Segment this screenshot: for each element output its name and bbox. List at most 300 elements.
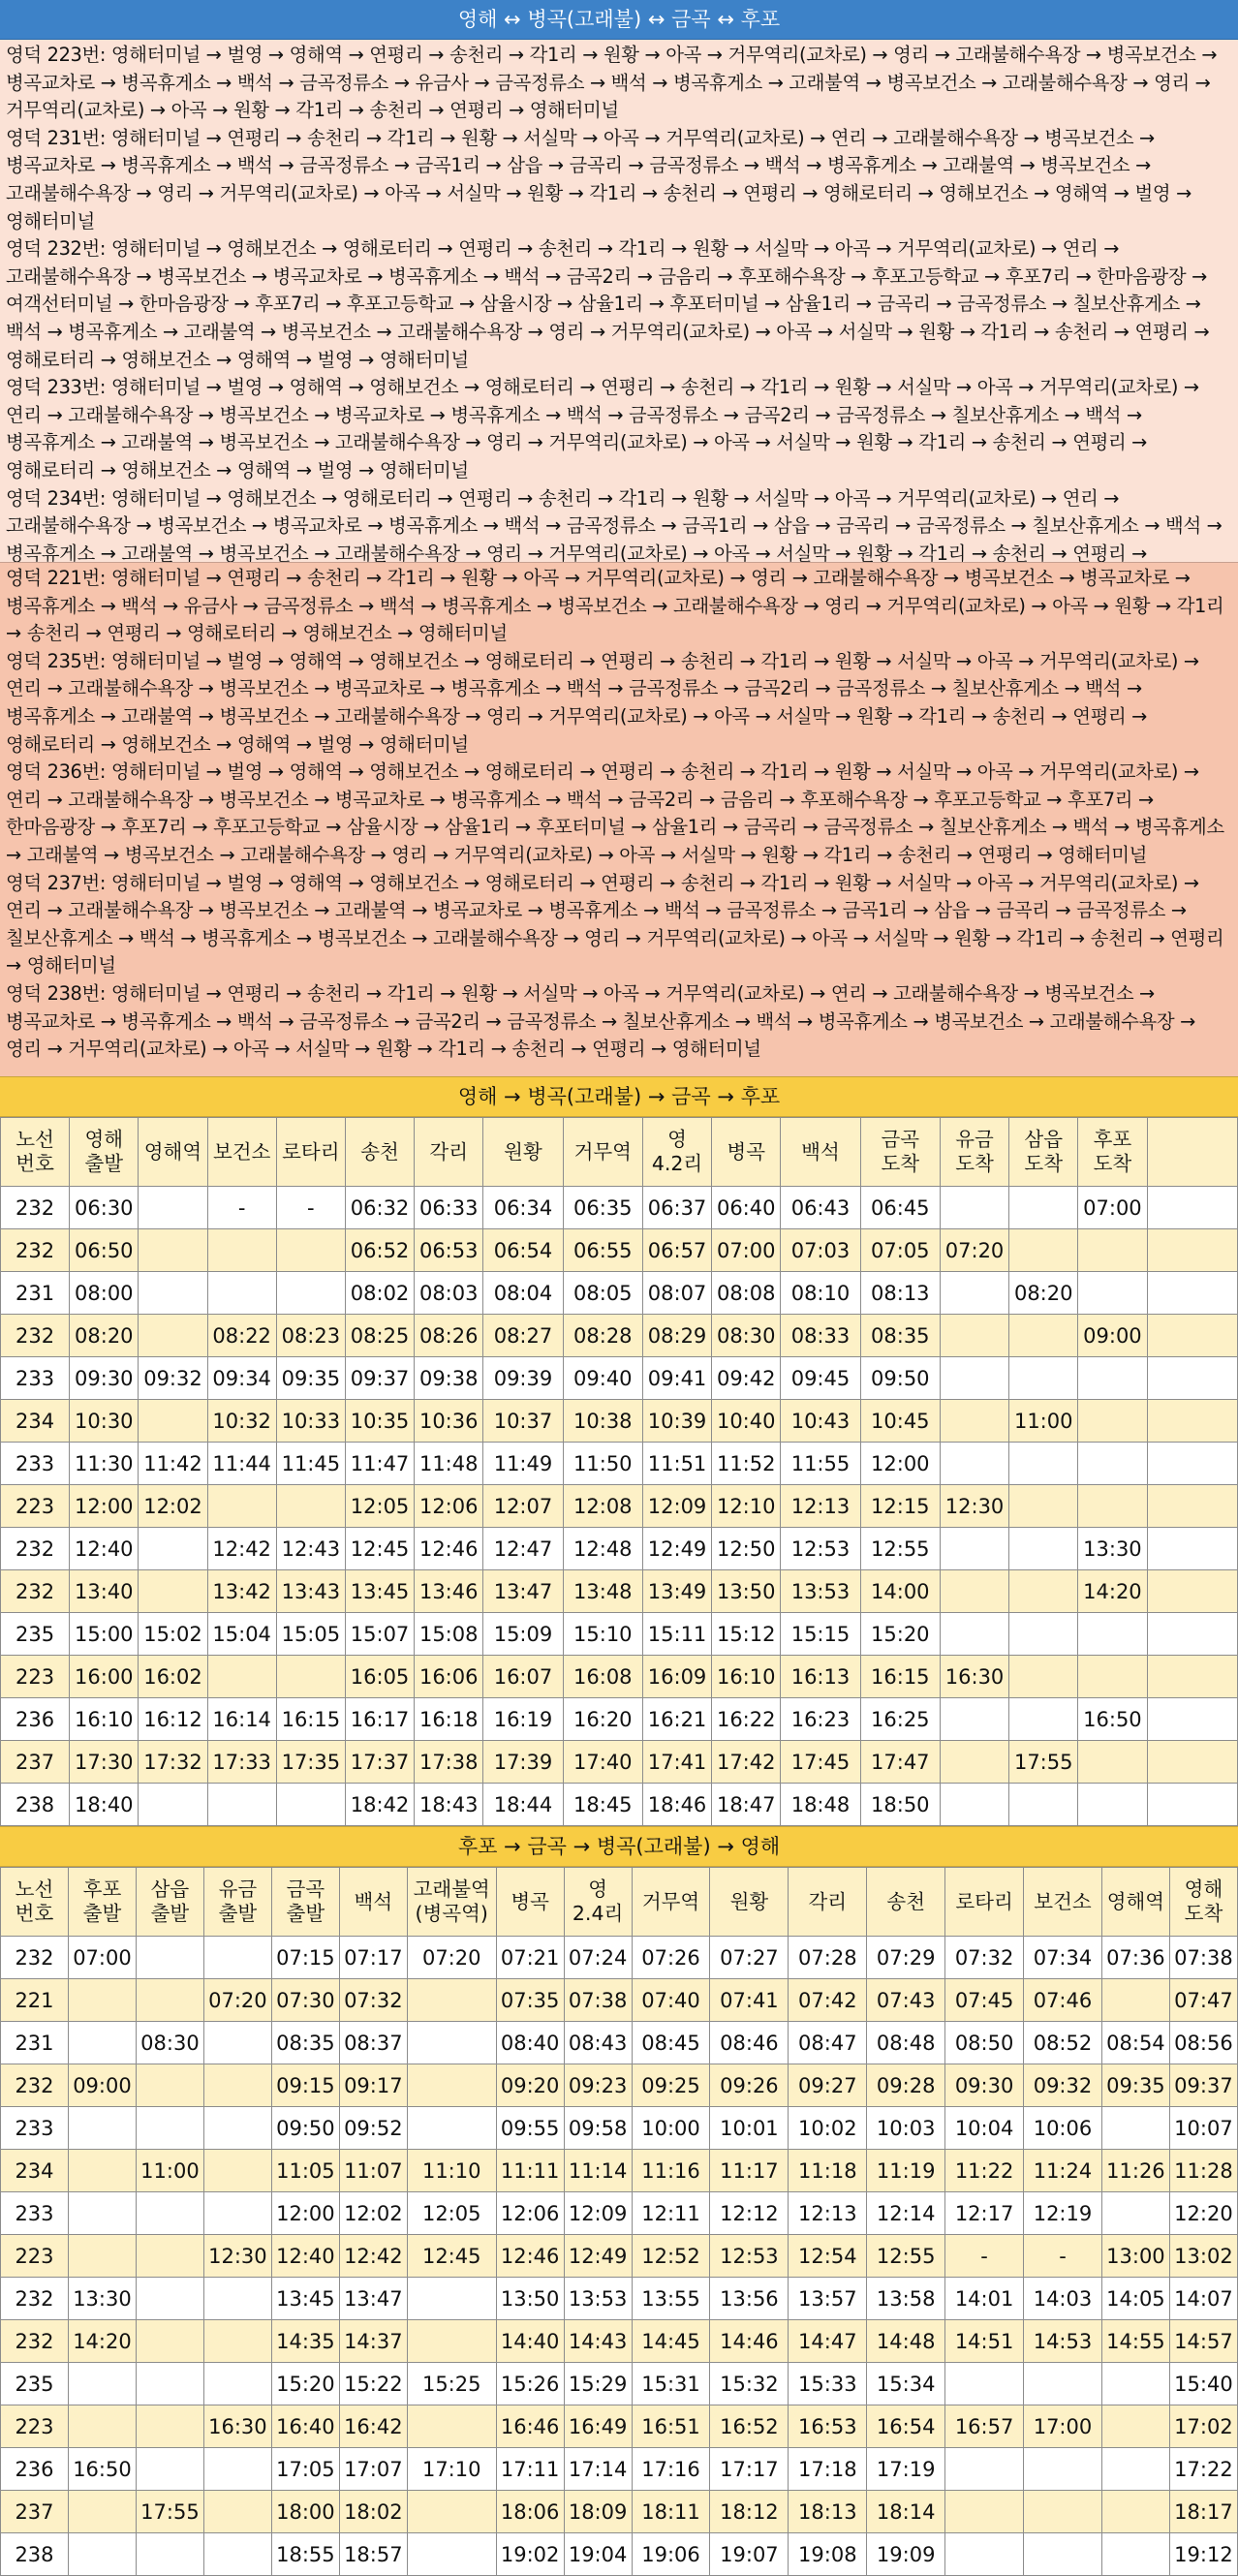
time-cell: 19:12 <box>1169 2533 1237 2576</box>
time-cell: 06:35 <box>563 1187 642 1229</box>
time-cell: 09:58 <box>564 2107 632 2150</box>
time-cell <box>139 1528 207 1570</box>
empty-cell <box>1147 1357 1238 1400</box>
route-number-cell: 223 <box>1 1656 70 1698</box>
time-cell <box>207 1272 276 1315</box>
route-number-cell: 233 <box>1 1443 70 1485</box>
time-cell: 11:45 <box>276 1443 345 1485</box>
time-cell: 18:00 <box>271 2491 339 2533</box>
column-header: 원황 <box>710 1868 789 1937</box>
time-cell <box>203 2448 271 2491</box>
route-description: 영덕 237번: 영해터미널 → 벌영 → 영해역 → 영해보건소 → 영해로터리 → 연평리 → 송천리 → 각1리 → 원황 → 서실막 → 아곡 → 거무역리(교차로) → 연리 → 고래불해수욕장 → 병곡보건소 → 고래불역 → 병곡교차로 → 병곡휴게소 → 백석 → 금곡정류소 → 금곡1리 → 삼읍 → 금곡리 → 금곡정류소 → 칠보산휴게소 → 백석 → 병곡휴게소 → 병곡보건소 → 고래불해수욕장 → 영리 → 거무역리(교차로) → 아곡 → 서실막 → 원황 → 각1리 → 송천리 → 연평리 → 영해터미널 <box>6 871 1224 978</box>
time-cell: 11:16 <box>632 2150 710 2192</box>
time-cell <box>276 1272 345 1315</box>
route-number-cell: 232 <box>1 1528 70 1570</box>
time-cell: 14:01 <box>945 2278 1024 2320</box>
time-cell: 12:09 <box>564 2192 632 2235</box>
time-cell: 08:27 <box>483 1315 563 1357</box>
time-cell: 08:23 <box>276 1315 345 1357</box>
time-cell: 16:08 <box>563 1656 642 1698</box>
route-number-cell: 223 <box>1 2405 69 2448</box>
route-description: 영덕 235번: 영해터미널 → 벌영 → 영해역 → 영해보건소 → 영해로터리 → 연평리 → 송천리 → 각1리 → 원황 → 서실막 → 아곡 → 거무역리(교차로) → 연리 → 고래불해수욕장 → 병곡보건소 → 병곡교차로 → 병곡휴게소 → 백석 → 금곡정류소 → 금곡2리 → 금곡정류소 → 칠보산휴게소 → 백석 → 병곡휴게소 → 고래불역 → 병곡보건소 → 고래불해수욕장 → 영리 → 거무역리(교차로) → 아곡 → 서실막 → 원황 → 각1리 → 송천리 → 연평리 → 영해로터리 → 영해보건소 → 영해역 → 벌영 → 영해터미널 <box>6 649 1199 756</box>
time-cell: 17:45 <box>781 1741 860 1784</box>
time-cell: 09:35 <box>276 1357 345 1400</box>
time-cell: 13:45 <box>271 2278 339 2320</box>
time-cell: 17:00 <box>1024 2405 1102 2448</box>
time-cell: 12:45 <box>407 2235 496 2278</box>
time-cell <box>1009 1528 1078 1570</box>
time-cell: 11:07 <box>339 2150 407 2192</box>
time-cell: 15:40 <box>1169 2363 1237 2405</box>
route-number-cell: 233 <box>1 2192 69 2235</box>
time-cell: 13:42 <box>207 1570 276 1613</box>
route-number-cell: 221 <box>1 1979 69 2022</box>
time-cell <box>407 2405 496 2448</box>
time-cell <box>68 2491 136 2533</box>
table-row <box>1 1315 1238 1357</box>
route-number-cell: 233 <box>1 2107 69 2150</box>
time-cell: 12:05 <box>345 1485 414 1528</box>
time-cell: 13:50 <box>712 1570 781 1613</box>
route-description: 영덕 236번: 영해터미널 → 벌영 → 영해역 → 영해보건소 → 영해로터리 → 연평리 → 송천리 → 각1리 → 원황 → 서실막 → 아곡 → 거무역리(교차로) → 연리 → 고래불해수욕장 → 병곡보건소 → 병곡교차로 → 병곡휴게소 → 백석 → 금곡2리 → 금음리 → 후포해수욕장 → 후포고등학교 → 후포7리 → 한마음광장 → 후포7리 → 후포고등학교 → 삼율시장 → 삼율1리 → 후포터미널 → 삼율1리 → 금곡리 → 금곡정류소 → 칠보산휴게소 → 백석 → 병곡휴게소 → 고래불역 → 병곡보건소 → 고래불해수욕장 → 영리 → 거무역리(교차로) → 아곡 → 서실막 → 원황 → 각1리 → 송천리 → 연평리 → 영해터미널 <box>6 760 1224 866</box>
time-cell: 07:15 <box>271 1937 339 1979</box>
time-cell: 13:50 <box>496 2278 564 2320</box>
time-cell: 07:27 <box>710 1937 789 1979</box>
time-cell <box>203 2192 271 2235</box>
table-row <box>1 1400 1238 1443</box>
time-cell: 10:32 <box>207 1400 276 1443</box>
time-cell: 18:11 <box>632 2491 710 2533</box>
column-header: 거무역 <box>632 1868 710 1937</box>
time-cell: 11:55 <box>781 1443 860 1485</box>
time-cell: 17:42 <box>712 1741 781 1784</box>
time-cell: 11:10 <box>407 2150 496 2192</box>
table-row <box>1 2405 1238 2448</box>
time-cell: 12:55 <box>860 1528 940 1570</box>
route-number-cell: 234 <box>1 2150 69 2192</box>
time-cell <box>1024 2363 1102 2405</box>
time-cell <box>1101 2192 1169 2235</box>
time-cell <box>203 2533 271 2576</box>
time-cell: 13:49 <box>642 1570 711 1613</box>
time-cell: 18:46 <box>642 1784 711 1826</box>
time-cell: 09:20 <box>496 2064 564 2107</box>
time-cell <box>1009 1485 1078 1528</box>
time-cell <box>136 2320 203 2363</box>
time-cell: 07:30 <box>271 1979 339 2022</box>
table-row <box>1 1613 1238 1656</box>
column-header: 후포 도착 <box>1078 1118 1147 1187</box>
time-cell: 10:35 <box>345 1400 414 1443</box>
time-cell: 11:19 <box>867 2150 945 2192</box>
time-cell: 07:43 <box>867 1979 945 2022</box>
time-cell: 08:10 <box>781 1272 860 1315</box>
time-cell: 16:50 <box>68 2448 136 2491</box>
time-cell: 14:20 <box>68 2320 136 2363</box>
time-cell: 06:40 <box>712 1187 781 1229</box>
route-number-cell: 234 <box>1 1400 70 1443</box>
time-cell: 08:33 <box>781 1315 860 1357</box>
time-cell: 10:07 <box>1169 2107 1237 2150</box>
time-cell: 09:50 <box>860 1357 940 1400</box>
time-cell <box>139 1187 207 1229</box>
time-cell <box>139 1784 207 1826</box>
time-cell: 17:35 <box>276 1741 345 1784</box>
time-cell: 14:45 <box>632 2320 710 2363</box>
time-cell: 13:56 <box>710 2278 789 2320</box>
time-cell <box>1009 1229 1078 1272</box>
time-cell: 18:57 <box>339 2533 407 2576</box>
time-cell: 17:16 <box>632 2448 710 2491</box>
time-cell <box>68 1979 136 2022</box>
column-header: 유금 도착 <box>940 1118 1008 1187</box>
table-row <box>1 1187 1238 1229</box>
time-cell: 17:11 <box>496 2448 564 2491</box>
table-row <box>1 1357 1238 1400</box>
time-cell <box>1009 1443 1078 1485</box>
time-cell <box>940 1570 1008 1613</box>
time-cell: 07:45 <box>945 1979 1024 2022</box>
time-cell: 17:47 <box>860 1741 940 1784</box>
time-cell: 12:19 <box>1024 2192 1102 2235</box>
empty-cell <box>1147 1656 1238 1698</box>
empty-cell <box>1147 1698 1238 1741</box>
time-cell: 12:08 <box>563 1485 642 1528</box>
column-header: 로타리 <box>276 1118 345 1187</box>
column-header: 삼읍 출발 <box>136 1868 203 1937</box>
time-cell: 13:55 <box>632 2278 710 2320</box>
time-cell: 13:43 <box>276 1570 345 1613</box>
time-cell: 08:30 <box>136 2022 203 2064</box>
column-header: 삼읍 도착 <box>1009 1118 1078 1187</box>
time-cell: 15:05 <box>276 1613 345 1656</box>
time-cell <box>68 2022 136 2064</box>
time-cell <box>1101 2448 1169 2491</box>
table-row <box>1 2235 1238 2278</box>
time-cell <box>940 1187 1008 1229</box>
time-cell: 12:42 <box>207 1528 276 1570</box>
time-cell: 16:09 <box>642 1656 711 1698</box>
time-cell: 08:35 <box>271 2022 339 2064</box>
time-cell: 13:46 <box>415 1570 483 1613</box>
time-cell: 13:53 <box>781 1570 860 1613</box>
time-cell: 06:33 <box>415 1187 483 1229</box>
time-cell: 06:50 <box>70 1229 139 1272</box>
column-header: 로타리 <box>945 1868 1024 1937</box>
time-cell: 18:48 <box>781 1784 860 1826</box>
time-cell: 06:57 <box>642 1229 711 1272</box>
time-cell: 12:30 <box>203 2235 271 2278</box>
time-cell <box>203 1937 271 1979</box>
time-cell <box>1009 1357 1078 1400</box>
time-cell: 08:22 <box>207 1315 276 1357</box>
time-cell <box>276 1656 345 1698</box>
time-cell: 13:57 <box>789 2278 867 2320</box>
time-cell: 08:43 <box>564 2022 632 2064</box>
time-cell: 10:43 <box>781 1400 860 1443</box>
time-cell <box>407 2022 496 2064</box>
time-cell <box>1101 2363 1169 2405</box>
column-header: 보건소 <box>1024 1868 1102 1937</box>
time-cell: 12:10 <box>712 1485 781 1528</box>
column-header: 병곡 <box>496 1868 564 1937</box>
route-number-cell: 232 <box>1 1937 69 1979</box>
time-cell: 07:20 <box>407 1937 496 1979</box>
time-cell: 14:51 <box>945 2320 1024 2363</box>
time-cell: 12:52 <box>632 2235 710 2278</box>
table-row <box>1 2363 1238 2405</box>
time-cell: 08:04 <box>483 1272 563 1315</box>
time-cell <box>136 2235 203 2278</box>
time-cell: 17:10 <box>407 2448 496 2491</box>
time-cell: 16:17 <box>345 1698 414 1741</box>
time-cell <box>203 2363 271 2405</box>
time-cell <box>207 1656 276 1698</box>
time-cell: 11:14 <box>564 2150 632 2192</box>
time-cell: 07:46 <box>1024 1979 1102 2022</box>
empty-cell <box>1147 1741 1238 1784</box>
time-cell: 14:05 <box>1101 2278 1169 2320</box>
time-cell: 17:18 <box>789 2448 867 2491</box>
route-number-cell: 232 <box>1 1570 70 1613</box>
time-cell <box>945 2491 1024 2533</box>
time-cell <box>68 2405 136 2448</box>
time-cell <box>207 1784 276 1826</box>
time-cell <box>1078 1613 1147 1656</box>
time-cell: 08:47 <box>789 2022 867 2064</box>
time-cell <box>203 2022 271 2064</box>
time-cell: 10:38 <box>563 1400 642 1443</box>
time-cell: 11:28 <box>1169 2150 1237 2192</box>
route-number-cell: 231 <box>1 2022 69 2064</box>
time-cell: 16:49 <box>564 2405 632 2448</box>
time-cell: 06:53 <box>415 1229 483 1272</box>
time-cell: 12:46 <box>496 2235 564 2278</box>
time-cell: 17:30 <box>70 1741 139 1784</box>
time-cell: 16:14 <box>207 1698 276 1741</box>
time-cell: 14:47 <box>789 2320 867 2363</box>
time-cell: 06:52 <box>345 1229 414 1272</box>
time-cell: 12:02 <box>139 1485 207 1528</box>
time-cell: 14:43 <box>564 2320 632 2363</box>
time-cell: 09:38 <box>415 1357 483 1400</box>
time-cell: 11:17 <box>710 2150 789 2192</box>
time-cell <box>1009 1613 1078 1656</box>
column-header: 영해 도착 <box>1169 1868 1237 1937</box>
time-cell: 12:17 <box>945 2192 1024 2235</box>
time-cell: 16:46 <box>496 2405 564 2448</box>
time-cell: - <box>207 1187 276 1229</box>
time-cell <box>203 2278 271 2320</box>
table-row <box>1 1570 1238 1613</box>
column-header: 영해역 <box>139 1118 207 1187</box>
time-cell: 14:35 <box>271 2320 339 2363</box>
time-cell: 12:00 <box>860 1443 940 1485</box>
time-cell: 11:48 <box>415 1443 483 1485</box>
time-cell: 12:53 <box>710 2235 789 2278</box>
time-cell <box>276 1784 345 1826</box>
time-cell: 07:26 <box>632 1937 710 1979</box>
time-cell: 11:00 <box>136 2150 203 2192</box>
time-cell: 14:00 <box>860 1570 940 1613</box>
route-description-list-b <box>0 563 1238 1076</box>
time-cell: 06:30 <box>70 1187 139 1229</box>
time-cell: 14:57 <box>1169 2320 1237 2363</box>
time-cell: 09:37 <box>1169 2064 1237 2107</box>
time-cell <box>1101 2405 1169 2448</box>
time-cell <box>139 1272 207 1315</box>
time-cell: 08:29 <box>642 1315 711 1357</box>
time-cell: 07:47 <box>1169 1979 1237 2022</box>
time-cell <box>1009 1315 1078 1357</box>
time-cell <box>136 2405 203 2448</box>
time-cell: 08:48 <box>867 2022 945 2064</box>
time-cell: 11:47 <box>345 1443 414 1485</box>
time-cell: 10:03 <box>867 2107 945 2150</box>
time-cell: 17:39 <box>483 1741 563 1784</box>
time-cell: 08:07 <box>642 1272 711 1315</box>
time-cell: 07:38 <box>564 1979 632 2022</box>
time-cell: 16:30 <box>203 2405 271 2448</box>
time-cell <box>1101 2491 1169 2533</box>
table-row <box>1 1979 1238 2022</box>
time-cell: 16:13 <box>781 1656 860 1698</box>
time-cell: 08:08 <box>712 1272 781 1315</box>
time-cell: 12:14 <box>867 2192 945 2235</box>
time-cell: 14:07 <box>1169 2278 1237 2320</box>
time-cell: 06:55 <box>563 1229 642 1272</box>
time-cell: 16:02 <box>139 1656 207 1698</box>
time-cell: 15:02 <box>139 1613 207 1656</box>
time-cell: 10:36 <box>415 1400 483 1443</box>
time-cell: 08:45 <box>632 2022 710 2064</box>
time-cell <box>940 1400 1008 1443</box>
time-cell: 07:36 <box>1101 1937 1169 1979</box>
time-cell: 15:10 <box>563 1613 642 1656</box>
time-cell <box>207 1485 276 1528</box>
time-cell: 17:55 <box>1009 1741 1078 1784</box>
time-cell: 09:30 <box>70 1357 139 1400</box>
time-cell: 11:11 <box>496 2150 564 2192</box>
time-cell: 11:05 <box>271 2150 339 2192</box>
time-cell: 07:21 <box>496 1937 564 1979</box>
time-cell: 09:25 <box>632 2064 710 2107</box>
time-cell <box>407 2533 496 2576</box>
time-cell: 09:00 <box>1078 1315 1147 1357</box>
table-row <box>1 2022 1238 2064</box>
column-header: 백석 <box>781 1118 860 1187</box>
column-header: 고래불역 (병곡역) <box>407 1868 496 1937</box>
time-cell: 09:35 <box>1101 2064 1169 2107</box>
column-header: 금곡 도착 <box>860 1118 940 1187</box>
empty-cell <box>1147 1485 1238 1528</box>
time-cell: 15:20 <box>860 1613 940 1656</box>
time-cell <box>203 2150 271 2192</box>
time-cell: 08:50 <box>945 2022 1024 2064</box>
time-cell <box>136 1937 203 1979</box>
time-cell: 12:40 <box>70 1528 139 1570</box>
time-cell: 12:48 <box>563 1528 642 1570</box>
route-number-cell: 223 <box>1 2235 69 2278</box>
time-cell: 19:09 <box>867 2533 945 2576</box>
time-cell: 06:43 <box>781 1187 860 1229</box>
empty-cell <box>1147 1784 1238 1826</box>
column-header: 금곡 출발 <box>271 1868 339 1937</box>
time-cell: 10:45 <box>860 1400 940 1443</box>
table-row <box>1 2107 1238 2150</box>
time-cell: 12:30 <box>940 1485 1008 1528</box>
time-cell: 15:25 <box>407 2363 496 2405</box>
time-cell: 12:47 <box>483 1528 563 1570</box>
time-cell <box>1009 1656 1078 1698</box>
time-cell: 18:45 <box>563 1784 642 1826</box>
time-cell: 08:05 <box>563 1272 642 1315</box>
route-number-cell: 237 <box>1 1741 70 1784</box>
time-cell: 07:03 <box>781 1229 860 1272</box>
column-header: 영해 출발 <box>70 1118 139 1187</box>
time-cell: 18:13 <box>789 2491 867 2533</box>
table-row <box>1 1698 1238 1741</box>
time-cell <box>407 2491 496 2533</box>
time-cell <box>68 2150 136 2192</box>
time-cell: 08:46 <box>710 2022 789 2064</box>
route-description-list-a <box>0 40 1238 563</box>
time-cell: 09:39 <box>483 1357 563 1400</box>
time-cell: 17:07 <box>339 2448 407 2491</box>
time-cell: 14:48 <box>867 2320 945 2363</box>
time-cell <box>1101 2533 1169 2576</box>
column-header: 노선 번호 <box>1 1118 70 1187</box>
time-cell: 15:20 <box>271 2363 339 2405</box>
time-cell <box>139 1229 207 1272</box>
time-cell: 15:00 <box>70 1613 139 1656</box>
table-row <box>1 2533 1238 2576</box>
time-cell: 13:47 <box>339 2278 407 2320</box>
table-row <box>1 2278 1238 2320</box>
time-cell: 16:21 <box>642 1698 711 1741</box>
time-cell: 08:02 <box>345 1272 414 1315</box>
time-cell: 11:44 <box>207 1443 276 1485</box>
time-cell <box>203 2320 271 2363</box>
time-cell: 16:10 <box>70 1698 139 1741</box>
time-cell: 12:13 <box>781 1485 860 1528</box>
time-cell <box>136 2363 203 2405</box>
column-header: 병곡 <box>712 1118 781 1187</box>
time-cell: 12:20 <box>1169 2192 1237 2235</box>
time-cell: 19:08 <box>789 2533 867 2576</box>
time-cell <box>1009 1784 1078 1826</box>
table-row <box>1 2320 1238 2363</box>
route-number-cell: 235 <box>1 2363 69 2405</box>
time-cell <box>940 1613 1008 1656</box>
time-cell: 14:40 <box>496 2320 564 2363</box>
time-cell: 13:30 <box>68 2278 136 2320</box>
time-cell: 16:40 <box>271 2405 339 2448</box>
route-description: 영덕 238번: 영해터미널 → 연평리 → 송천리 → 각1리 → 원황 → 서실막 → 아곡 → 거무역리(교차로) → 연리 → 고래불해수욕장 → 병곡보건소 → 병곡교차로 → 병곡휴게소 → 백석 → 금곡정류소 → 금곡2리 → 금곡정류소 → 칠보산휴게소 → 백석 → 병곡휴게소 → 병곡보건소 → 고래불해수욕장 → 영리 → 거무역리(교차로) → 아곡 → 서실막 → 원황 → 각1리 → 송천리 → 연평리 → 영해터미널 <box>6 981 1196 1061</box>
time-cell: 10:30 <box>70 1400 139 1443</box>
time-cell: 09:45 <box>781 1357 860 1400</box>
time-cell: 06:37 <box>642 1187 711 1229</box>
time-cell: 10:00 <box>632 2107 710 2150</box>
route-description: 영덕 234번: 영해터미널 → 영해보건소 → 영해로터리 → 연평리 → 송천리 → 각1리 → 원황 → 서실막 → 아곡 → 거무역리(교차로) → 연리 → 고래불해수욕장 → 병곡보건소 → 병곡교차로 → 병곡휴게소 → 백석 → 금곡정류소 → 금곡1리 → 삼읍 → 금곡리 → 금곡정류소 → 칠보산휴게소 → 백석 → 병곡휴게소 → 고래불역 → 병곡보건소 → 고래불해수욕장 → 영리 → 거무역리(교차로) → 아곡 → 서실막 → 원황 → 각1리 → 송천리 → 연평리 → <box>6 486 1223 563</box>
time-cell <box>139 1315 207 1357</box>
route-number-cell: 232 <box>1 1315 70 1357</box>
time-cell: 07:40 <box>632 1979 710 2022</box>
time-cell: 12:13 <box>789 2192 867 2235</box>
time-cell: 16:20 <box>563 1698 642 1741</box>
time-cell: 10:37 <box>483 1400 563 1443</box>
time-cell: 12:09 <box>642 1485 711 1528</box>
